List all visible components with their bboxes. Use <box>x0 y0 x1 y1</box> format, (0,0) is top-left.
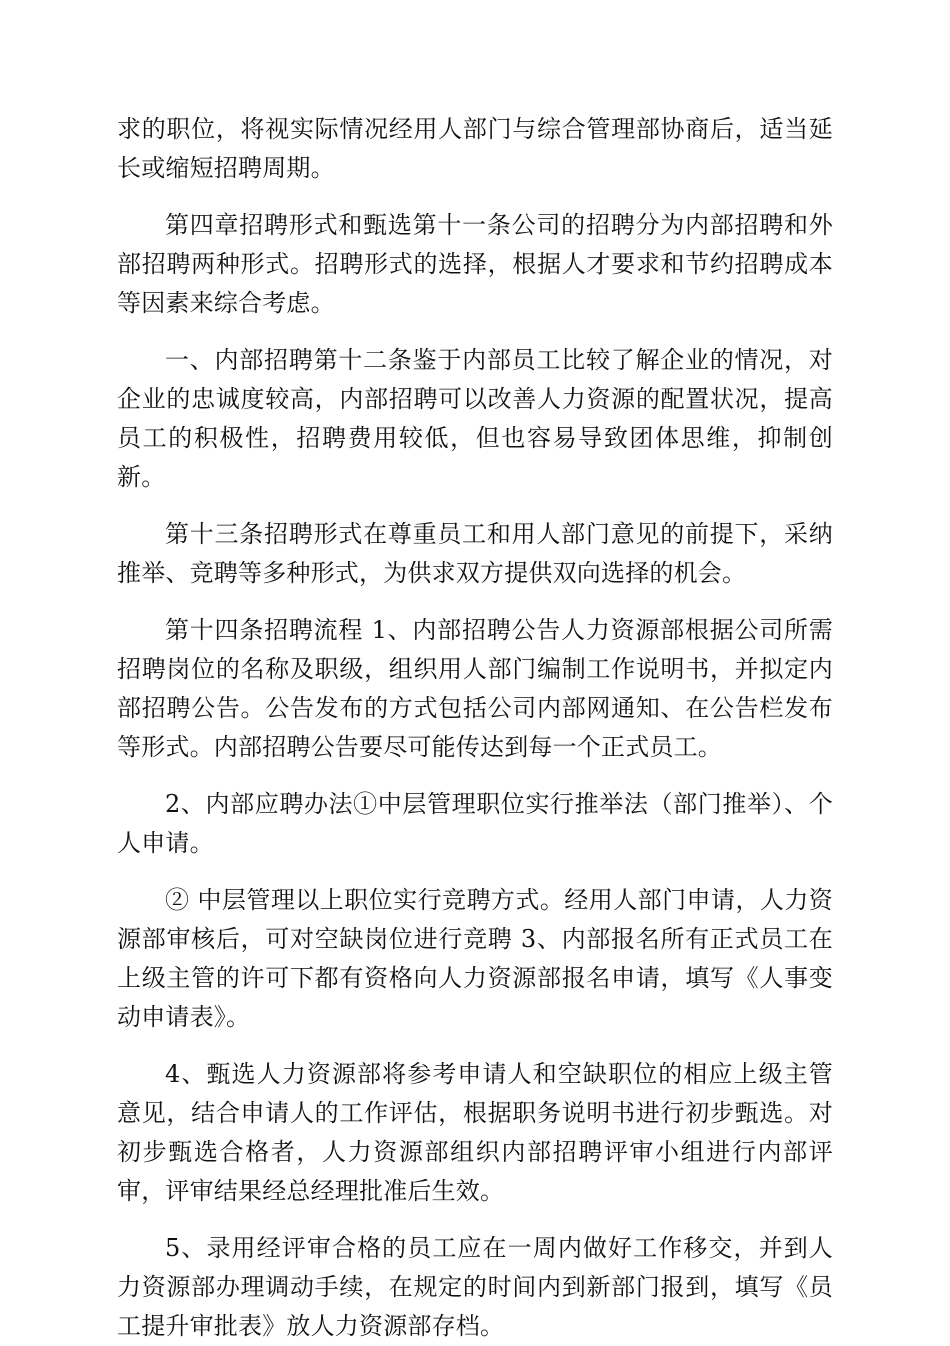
paragraph-competitive-hiring: ② 中层管理以上职位实行竞聘方式。经用人部门申请，人力资源部审核后，可对空缺岗位进行竞聘 3、内部报名所有正式员工在上级主管的许可下都有资格向人力资源部报名申请，填写《人事变动申请表》。 <box>117 886 833 1031</box>
paragraph-article-thirteen: 第十三条招聘形式在尊重员工和用人部门意见的前提下，采纳推举、竞聘等多种形式，为供求双方提供双向选择的机会。 <box>117 520 833 587</box>
paragraph-hiring: 5、录用经评审合格的员工应在一周内做好工作移交，并到人力资源部办理调动手续，在规定的时间内到新部门报到，填写《员工提升审批表》放人力资源部存档。 <box>117 1234 833 1340</box>
paragraph-selection: 4、甄选人力资源部将参考申请人和空缺职位的相应上级主管意见，结合申请人的工作评估，根据职务说明书进行初步甄选。对初步甄选合格者，人力资源部组织内部招聘评审小组进行内部评审，评审结果经总经理批准后生效。 <box>117 1060 833 1205</box>
paragraph-internal-recruitment: 一、内部招聘第十二条鉴于内部员工比较了解企业的情况，对企业的忠诚度较高，内部招聘可以改善人力资源的配置状况，提高员工的积极性，招聘费用较低，但也容易导致团体思维，抑制创新。 <box>117 346 833 491</box>
paragraph-chapter-four: 第四章招聘形式和甄选第十一条公司的招聘分为内部招聘和外部招聘两种形式。招聘形式的选择，根据人才要求和节约招聘成本等因素来综合考虑。 <box>117 211 833 317</box>
paragraph-article-fourteen: 第十四条招聘流程 1、内部招聘公告人力资源部根据公司所需招聘岗位的名称及职级，组织用人部门编制工作说明书，并拟定内部招聘公告。公告发布的方式包括公司内部网通知、在公告栏发布等形式。内部招聘公告要尽可能传达到每一个正式员工。 <box>117 616 833 761</box>
paragraph-application-method: 2、内部应聘办法①中层管理职位实行推举法（部门推举）、个人申请。 <box>117 790 833 857</box>
paragraph-continuation: 求的职位，将视实际情况经用人部门与综合管理部协商后，适当延长或缩短招聘周期。 <box>117 115 833 182</box>
